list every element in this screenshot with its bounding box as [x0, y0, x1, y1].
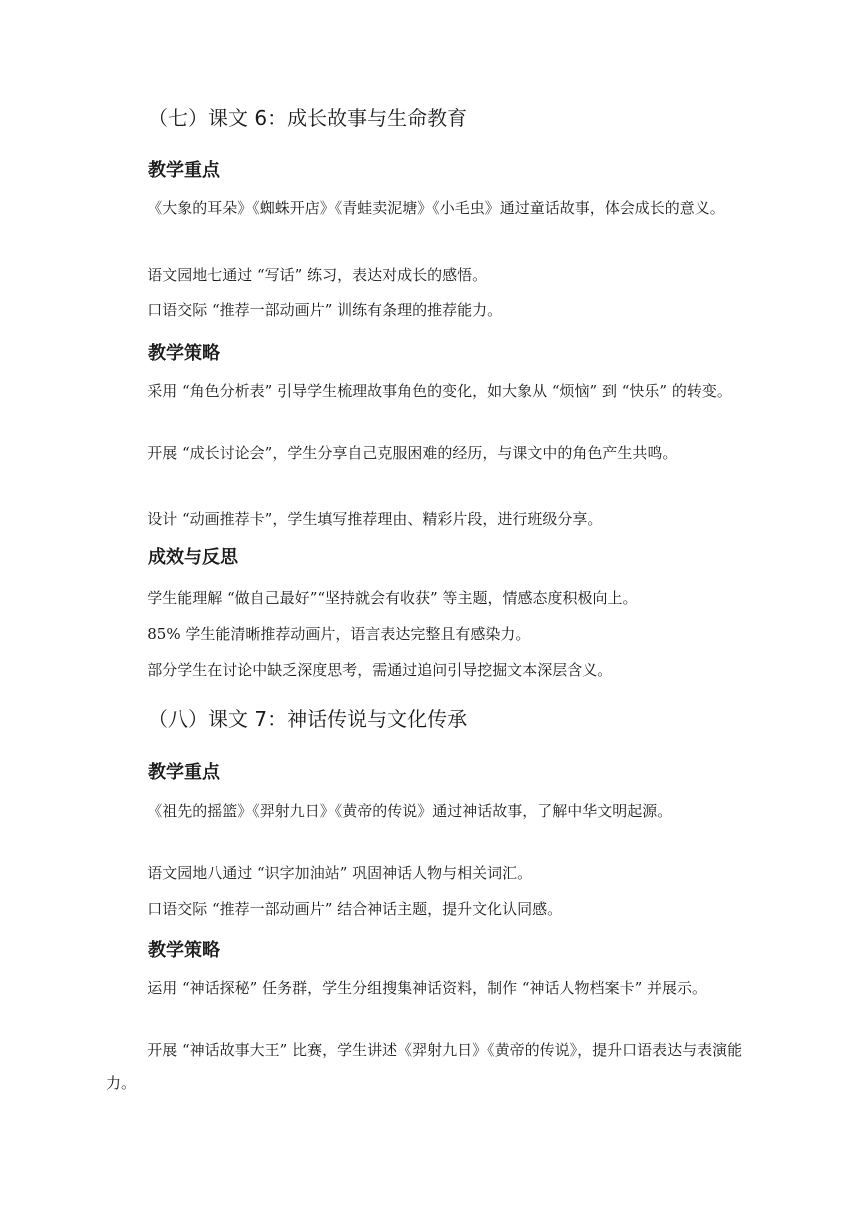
section-7-title: （七）课文 6：成长故事与生命教育: [148, 106, 468, 130]
section-7-focus-heading: 教学重点: [148, 160, 220, 181]
section-7-strategy-1: 采用 “角色分析表” 引导学生梳理故事角色的变化，如大象从 “烦恼” 到 “快乐” 的转变。: [147, 382, 732, 400]
section-7-results-heading: 成效与反思: [148, 547, 238, 568]
section-7-focus-1: 《大象的耳朵》《蜘蛛开店》《青蛙卖泥塘》《小毛虫》通过童话故事，体会成长的意义。: [147, 199, 725, 217]
section-7-strategy-3: 设计 “动画推荐卡”，学生填写推荐理由、精彩片段，进行班级分享。: [147, 510, 603, 528]
section-7-results-3: 部分学生在讨论中缺乏深度思考，需通过追问引导挖掘文本深层含义。: [147, 661, 613, 679]
section-8-focus-1: 《祖先的摇篮》《羿射九日》《黄帝的传说》通过神话故事，了解中华文明起源。: [147, 802, 673, 820]
section-8-focus-3: 口语交际 “推荐一部动画片” 结合神话主题，提升文化认同感。: [147, 900, 563, 918]
section-7-results-2: 85% 学生能清晰推荐动画片，语言表达完整且有感染力。: [147, 625, 531, 643]
section-7-results-1: 学生能理解 “做自己最好”“坚持就会有收获” 等主题，情感态度积极向上。: [147, 589, 638, 607]
section-8-focus-2: 语文园地八通过 “识字加油站” 巩固神话人物与相关词汇。: [147, 864, 533, 882]
section-8-strategy-2: 开展 “神话故事大王” 比赛，学生讲述《羿射九日》《黄帝的传说》，提升口语表达与表演能力。: [106, 1041, 743, 1092]
section-7-focus-3: 口语交际 “推荐一部动画片” 训练有条理的推荐能力。: [147, 301, 503, 319]
section-8-title: （八）课文 7：神话传说与文化传承: [148, 707, 468, 731]
section-7-strategy-heading: 教学策略: [148, 343, 220, 364]
section-8-strategy-heading: 教学策略: [148, 940, 220, 961]
section-8-strategy-1: 运用 “神话探秘” 任务群，学生分组搜集神话资料，制作 “神话人物档案卡” 并展示。: [147, 979, 707, 997]
section-8-focus-heading: 教学重点: [148, 762, 220, 783]
section-7-strategy-2: 开展 “成长讨论会”，学生分享自己克服困难的经历，与课文中的角色产生共鸣。: [147, 444, 678, 462]
section-7-focus-2: 语文园地七通过 “写话” 练习，表达对成长的感悟。: [147, 266, 488, 284]
